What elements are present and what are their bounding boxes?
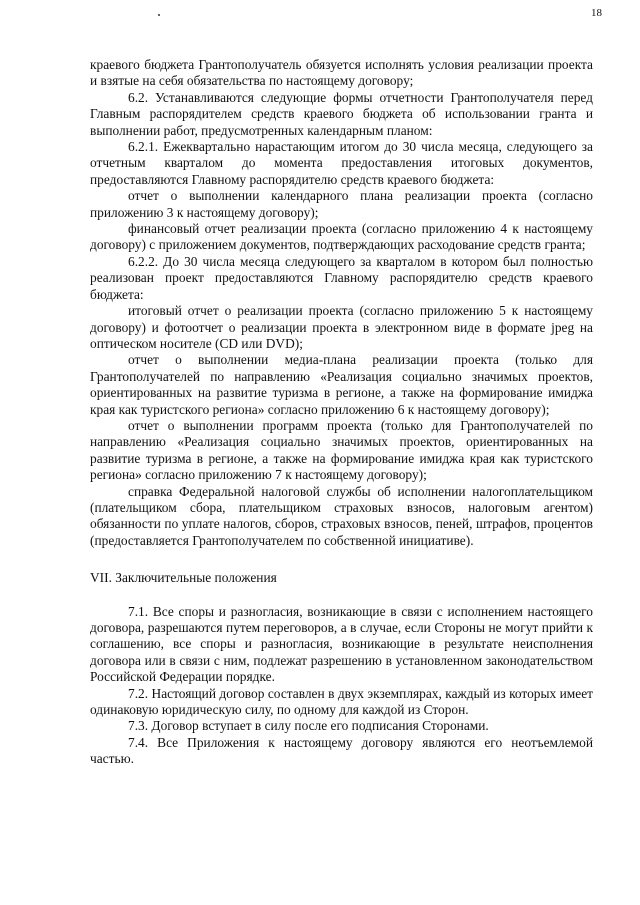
scan-speck	[158, 14, 160, 16]
paragraph: 6.2.1. Ежеквартально нарастающим итогом до 30 числа месяца, следующего за отчетным кварталом до момента предоставления итоговых документов, предоставляются Главному распорядителю средств краевого бюджета:	[90, 139, 593, 187]
section-heading: VII. Заключительные положения	[90, 570, 277, 586]
paragraph: справка Федеральной налоговой службы об исполнении налогоплательщиком (плательщиком сбора, плательщиком страховых взносов, налоговым агентом) обязанности по уплате налогов, сборов, страховых взносов, пеней, штрафов, процентов (предоставляется Грантополучателем по собственной инициативе).	[90, 483, 593, 548]
document-body	[90, 57, 593, 768]
paragraph: отчет о выполнении медиа-плана реализации проекта (только для Грантополучателей по направлению «Реализация социально значимых проектов, ориентированных на развитие туризма в регионе, а также на формирование имиджа края как туристского региона» согласно приложению 6 к настоящему договору);	[90, 352, 593, 417]
paragraph: 7.1. Все споры и разногласия, возникающие в связи с исполнением настоящего договора, разрешаются путем переговоров, а в случае, если Стороны не могут прийти к соглашению, все споры и разногласия, возникающие в результате неисполнения договора или в связи с ним, подлежат разрешению в установленном законодательством Российской Федерации порядке.	[90, 603, 593, 685]
page-number: 18	[591, 7, 602, 19]
paragraph: отчет о выполнении программ проекта (только для Грантополучателей по направлению «Реализация социально значимых проектов, ориентированных на развитие туризма в регионе, а также на формирование имиджа края как туристского региона» согласно приложению 7 к настоящему договору);	[90, 417, 593, 483]
paragraph: 7.4. Все Приложения к настоящему договору являются его неотъемлемой частью.	[90, 734, 593, 767]
paragraph: отчет о выполнении календарного плана реализации проекта (согласно приложению 3 к настоящему договору);	[90, 188, 593, 220]
paragraph: финансовый отчет реализации проекта (согласно приложению 4 к настоящему договору) с приложением документов, подтверждающих расходование средств гранта;	[90, 221, 593, 253]
paragraphs-bottom	[90, 604, 593, 768]
paragraphs-top	[90, 57, 593, 549]
paragraph: 6.2. Устанавливаются следующие формы отчетности Грантополучателя перед Главным распорядителем средств краевого бюджета об использовании гранта и выполнении работ, предусмотренных календарным планом:	[90, 89, 593, 138]
paragraph: 6.2.2. До 30 числа месяца следующего за кварталом в котором был полностью реализован проект предоставляются Главному распорядителю средств краевого бюджета:	[90, 253, 593, 302]
paragraph: 7.2. Настоящий договор составлен в двух экземплярах, каждый из которых имеет одинаковую юридическую силу, по одному для каждой из Сторон.	[90, 685, 593, 718]
paragraph: краевого бюджета Грантополучатель обязуется исполнять условия реализации проекта и взятые на себя обязательства по настоящему договору;	[90, 57, 593, 89]
paragraph: итоговый отчет о реализации проекта (согласно приложению 5 к настоящему договору) и фотоотчет о реализации проекта в электронном виде в формате jpeg на оптическом носителе (CD или DVD);	[90, 303, 593, 351]
paragraph: 7.3. Договор вступает в силу после его подписания Сторонами.	[128, 718, 489, 734]
